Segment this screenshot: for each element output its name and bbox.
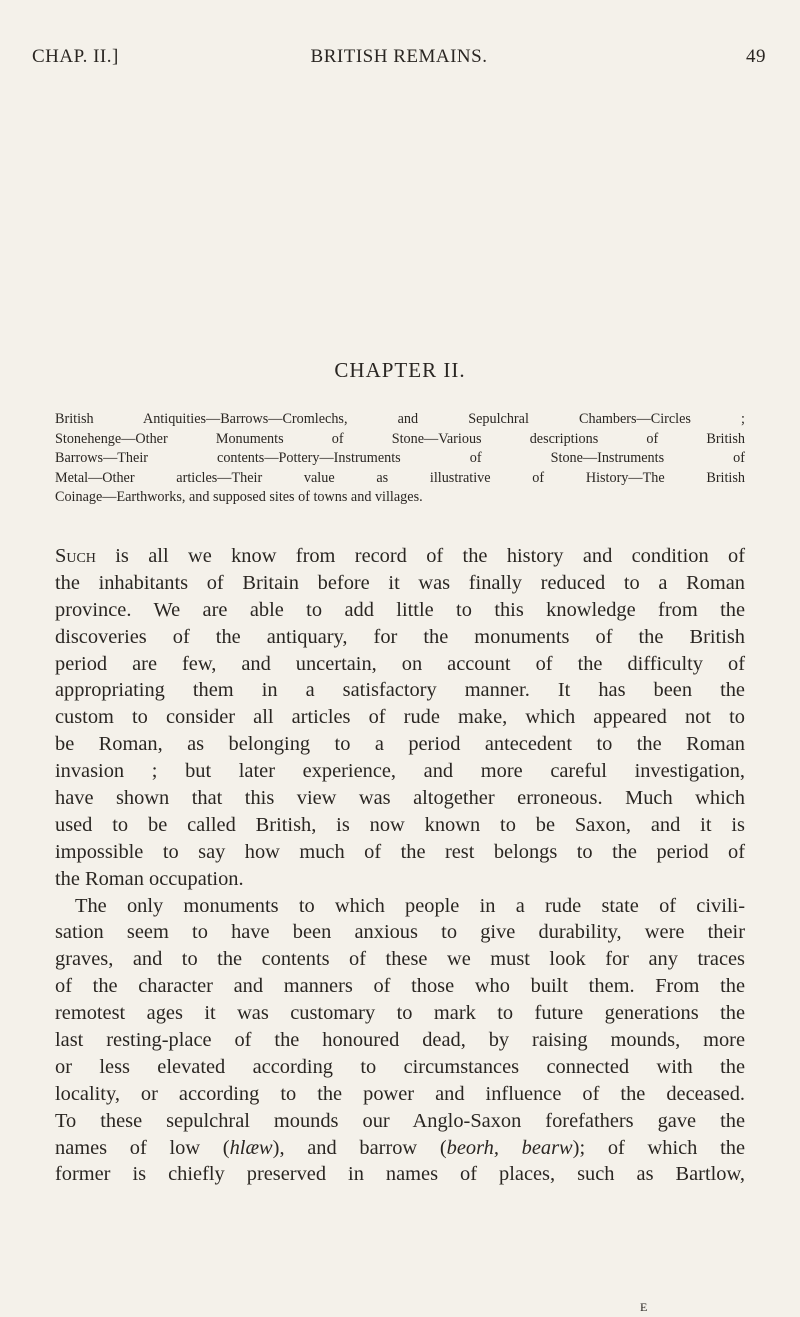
body-line: be Roman, as belonging to a period antecedent to the Roman (55, 733, 745, 756)
chapter-title: CHAPTER II. (334, 358, 466, 382)
text-run: names of low ( (55, 1136, 230, 1159)
body-line: The only monuments to which people in a rude state of civili- (75, 894, 745, 917)
body-line: province. We are able to add little to this knowledge from the (55, 598, 745, 621)
body-line: the inhabitants of Britain before it was finally reduced to a Roman (55, 571, 745, 594)
body-line: invasion ; but later experience, and more careful investigation, (55, 760, 745, 783)
body-line: custom to consider all articles of rude make, which appeared not to (55, 706, 745, 729)
first-line-rest: is all we know from record of the history and condition of (95, 545, 745, 567)
body-text (55, 543, 745, 1188)
italic-word: beorh, bearw (446, 1136, 573, 1159)
body-line: sation seem to have been anxious to give durability, were their (55, 921, 745, 944)
body-line: last resting-place of the honoured dead, by raising mounds, more (55, 1029, 745, 1052)
synopsis-line: Barrows—Their contents—Pottery—Instruments of Stone—Instruments of (55, 450, 745, 466)
synopsis-line: Stonehenge—Other Monuments of Stone—Various descriptions of British (55, 430, 745, 447)
chapter-reference: CHAP. II.] (32, 46, 119, 67)
synopsis-line: Metal—Other articles—Their value as illustrative of History—The British (55, 469, 745, 486)
text-run: ), and barrow ( (272, 1136, 447, 1159)
paragraph-first-line (55, 543, 745, 570)
synopsis-line: British Antiquities—Barrows—Cromlechs, and Sepulchral Chambers—Circles ; (55, 411, 745, 427)
body-line: locality, or according to the power and influence of the deceased. (55, 1082, 745, 1105)
page-number: 49 (746, 46, 766, 67)
drop-word: Such (55, 545, 96, 567)
body-line: of the character and manners of those who built them. From the (55, 975, 745, 998)
signature-mark: E (640, 1300, 648, 1314)
body-line: period are few, and uncertain, on account of the difficulty of (55, 652, 745, 675)
italic-word: hlæw (229, 1136, 273, 1159)
body-line: used to be called British, is now known to be Saxon, and it is (55, 813, 745, 836)
body-line: have shown that this view was altogether erroneous. Much which (55, 787, 745, 810)
body-line: the Roman occupation. (55, 867, 244, 890)
body-line: impossible to say how much of the rest belongs to the period of (55, 840, 745, 863)
body-line: remotest ages it was customary to mark to future generations the (55, 1002, 745, 1025)
chapter-synopsis (55, 410, 745, 508)
body-line: appropriating them in a satisfactory manner. It has been the (55, 679, 745, 702)
running-title: BRITISH REMAINS. (310, 46, 488, 67)
synopsis-line: Coinage—Earthworks, and supposed sites of towns and villages. (55, 489, 423, 505)
body-line: To these sepulchral mounds our Anglo-Saxon forefathers gave the (55, 1109, 745, 1132)
body-line: or less elevated according to circumstances connected with the (55, 1055, 745, 1078)
body-line: discoveries of the antiquary, for the monuments of the British (55, 625, 745, 648)
text-run: ); of which the (572, 1136, 745, 1159)
body-line-with-italics (55, 1135, 745, 1162)
body-line: former is chiefly preserved in names of places, such as Bartlow, (55, 1163, 745, 1186)
body-line: graves, and to the contents of these we must look for any traces (55, 948, 745, 971)
running-head (32, 46, 766, 74)
